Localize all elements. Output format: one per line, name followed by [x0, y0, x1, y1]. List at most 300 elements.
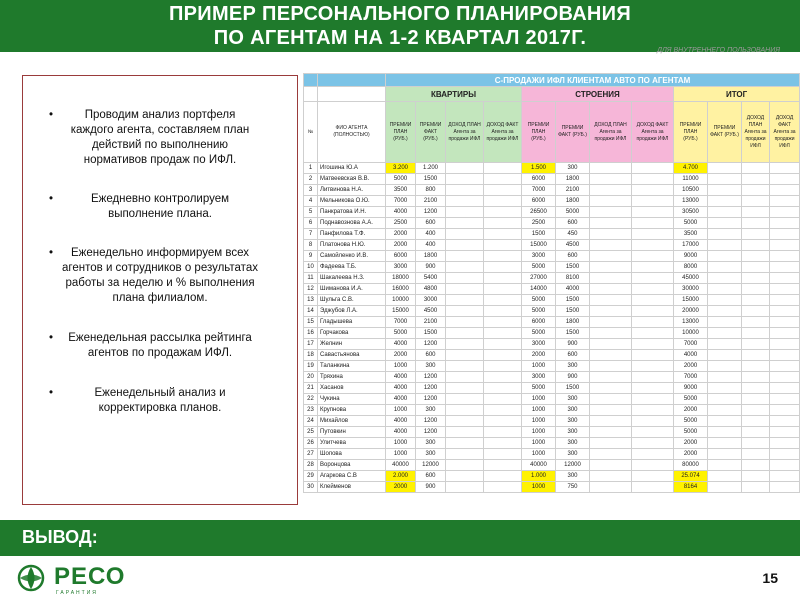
reso-logo [14, 563, 126, 596]
cell-kd: 1200 [416, 207, 446, 218]
cell-empty [708, 218, 742, 229]
header-total-premium-fact: ПРЕМИИ ФАКТ (РУБ.) [708, 102, 742, 163]
cell-tp: 9000 [674, 251, 708, 262]
cell-empty [632, 394, 674, 405]
table-row [304, 416, 800, 427]
cell-tp: 13000 [674, 196, 708, 207]
cell-empty [484, 339, 522, 350]
cell-empty [484, 306, 522, 317]
cell-tp: 80000 [674, 460, 708, 471]
cell-tp: 17000 [674, 240, 708, 251]
cell-sd: 300 [556, 405, 590, 416]
cell-kd: 2100 [416, 196, 446, 207]
cell-kd: 300 [416, 361, 446, 372]
header-buildings-income-fact: ДОХОД ФАКТ Агента за продажи ИФЛ [632, 102, 674, 163]
cell-sd: 8100 [556, 273, 590, 284]
cell-empty [632, 251, 674, 262]
bullet-dot-icon: • [49, 247, 54, 259]
cell-empty [484, 383, 522, 394]
cell-empty [590, 262, 632, 273]
header-buildings-premium-fact: ПРЕМИИ ФАКТ (РУБ.) [556, 102, 590, 163]
group-buildings: СТРОЕНИЯ [522, 87, 674, 102]
cell-name: Шакалеева Н.З. [318, 273, 386, 284]
cell-empty [590, 394, 632, 405]
cell-kd: 800 [416, 185, 446, 196]
cell-empty [484, 284, 522, 295]
cell-empty [770, 339, 800, 350]
cell-empty [632, 317, 674, 328]
bullet-item: • Еженедельная рассылка рейтинга агентов по продажам ИФЛ. [49, 332, 252, 359]
cell-tp: 5000 [674, 218, 708, 229]
cell-name: Игошина Ю.А [318, 163, 386, 174]
table-row [304, 471, 800, 482]
table-row [304, 350, 800, 361]
cell-sp: 1000 [522, 394, 556, 405]
cell-kp: 5000 [386, 174, 416, 185]
cell-empty [484, 163, 522, 174]
cell-empty [770, 240, 800, 251]
header-flats-income-fact: ДОХОД ФАКТ Агента за продажи ИФЛ [484, 102, 522, 163]
cell-n: 14 [304, 306, 318, 317]
cell-tp: 15000 [674, 295, 708, 306]
cell-name: Чукина [318, 394, 386, 405]
cell-kp: 2000 [386, 482, 416, 493]
cell-empty [742, 229, 770, 240]
cell-kp: 18000 [386, 273, 416, 284]
cell-empty [446, 262, 484, 273]
cell-empty [446, 273, 484, 284]
cell-name: Платонова Н.Ю. [318, 240, 386, 251]
cell-empty [446, 185, 484, 196]
cell-tp: 3500 [674, 229, 708, 240]
cell-sd: 450 [556, 229, 590, 240]
cell-name: Шиманова И.А. [318, 284, 386, 295]
cell-empty [742, 240, 770, 251]
cell-empty [446, 229, 484, 240]
cell-n: 15 [304, 317, 318, 328]
cell-kp: 1000 [386, 405, 416, 416]
cell-tp: 30000 [674, 284, 708, 295]
cell-empty [484, 317, 522, 328]
cell-empty [742, 163, 770, 174]
cell-sp: 1000 [522, 438, 556, 449]
cell-kd: 600 [416, 471, 446, 482]
cell-kp: 1000 [386, 438, 416, 449]
cell-kd: 400 [416, 229, 446, 240]
cell-name: Тряхина [318, 372, 386, 383]
cell-empty [742, 361, 770, 372]
cell-kp: 3000 [386, 262, 416, 273]
cell-kd: 300 [416, 449, 446, 460]
cell-kd: 900 [416, 482, 446, 493]
bullet-dot-icon: • [49, 332, 54, 344]
cell-empty [632, 284, 674, 295]
cell-n: 27 [304, 449, 318, 460]
cell-kp: 4000 [386, 372, 416, 383]
cell-kp: 1000 [386, 449, 416, 460]
cell-tp: 8000 [674, 262, 708, 273]
cell-empty [446, 482, 484, 493]
cell-sd: 300 [556, 163, 590, 174]
cell-name: Клейменов [318, 482, 386, 493]
cell-empty [708, 383, 742, 394]
cell-empty [484, 251, 522, 262]
cell-empty [770, 306, 800, 317]
header-buildings-income-plan: ДОХОД ПЛАН Агента за продажи ИФЛ [590, 102, 632, 163]
cell-kp: 2500 [386, 218, 416, 229]
cell-kp: 4000 [386, 207, 416, 218]
cell-sd: 1500 [556, 295, 590, 306]
cell-name: Гладышева [318, 317, 386, 328]
cell-sd: 5000 [556, 207, 590, 218]
cell-n: 11 [304, 273, 318, 284]
cell-sp: 3000 [522, 372, 556, 383]
cell-empty [770, 394, 800, 405]
cell-empty [446, 317, 484, 328]
cell-empty [742, 207, 770, 218]
cell-tp: 2000 [674, 438, 708, 449]
cell-empty [632, 405, 674, 416]
cell-sd: 600 [556, 218, 590, 229]
cell-empty [590, 240, 632, 251]
cell-tp: 2000 [674, 361, 708, 372]
cell-sd: 1800 [556, 174, 590, 185]
cell-empty [770, 405, 800, 416]
cell-empty [742, 372, 770, 383]
cell-empty [484, 460, 522, 471]
header-agent: ФИО АГЕНТА (ПОЛНОСТЬЮ) [318, 102, 386, 163]
cell-n: 26 [304, 438, 318, 449]
cell-empty [770, 196, 800, 207]
cell-empty [446, 438, 484, 449]
cell-name: Литвинова Н.А. [318, 185, 386, 196]
cell-sp: 1000 [522, 449, 556, 460]
table-row [304, 262, 800, 273]
cell-empty [590, 350, 632, 361]
cell-tp: 9000 [674, 383, 708, 394]
cell-empty [742, 328, 770, 339]
cell-tp: 5000 [674, 416, 708, 427]
cell-sp: 5000 [522, 306, 556, 317]
spreadsheet-screenshot [303, 73, 796, 493]
cell-empty [446, 394, 484, 405]
cell-empty [446, 416, 484, 427]
table-banner: С-ПРОДАЖИ ИФЛ КЛИЕНТАМ АВТО ПО АГЕНТАМ [386, 74, 800, 87]
cell-sp: 1000 [522, 361, 556, 372]
cell-kp: 6000 [386, 251, 416, 262]
cell-empty [770, 284, 800, 295]
table-row [304, 218, 800, 229]
cell-empty [632, 449, 674, 460]
cell-sp: 6000 [522, 174, 556, 185]
cell-empty [632, 174, 674, 185]
cell-empty [590, 471, 632, 482]
cell-empty [484, 273, 522, 284]
cell-name: Улитчева [318, 438, 386, 449]
bullet-panel [22, 75, 298, 505]
cell-kp: 4000 [386, 339, 416, 350]
cell-empty [446, 240, 484, 251]
cell-empty [484, 405, 522, 416]
table-row [304, 196, 800, 207]
cell-empty [770, 372, 800, 383]
cell-empty [770, 383, 800, 394]
table-row [304, 438, 800, 449]
cell-empty [742, 394, 770, 405]
cell-kd: 400 [416, 240, 446, 251]
bullet-item: • Еженедельно информируем всех агентов и сотрудников о результатах работы за неделю и % выполнения плана филиалом. [49, 247, 258, 304]
cell-empty [632, 207, 674, 218]
cell-n: 20 [304, 372, 318, 383]
cell-sp: 1000 [522, 427, 556, 438]
cell-sp: 14000 [522, 284, 556, 295]
cell-kd: 1800 [416, 251, 446, 262]
cell-sd: 600 [556, 251, 590, 262]
cell-empty [590, 416, 632, 427]
cell-name: Панкратова И.Н. [318, 207, 386, 218]
cell-empty [446, 163, 484, 174]
cell-empty [770, 262, 800, 273]
cell-empty [770, 328, 800, 339]
cell-kp: 2000 [386, 350, 416, 361]
cell-n: 23 [304, 405, 318, 416]
cell-empty [632, 163, 674, 174]
bullet-item: • Проводим анализ портфеля каждого агента, составляем план действий по выполнению нормативов продаж по ИФЛ. [49, 109, 250, 166]
cell-empty [632, 196, 674, 207]
cell-sp: 1000 [522, 482, 556, 493]
cell-tp: 11000 [674, 174, 708, 185]
cell-empty [770, 174, 800, 185]
cell-empty [446, 218, 484, 229]
header-total-income-fact: ДОХОД ФАКТ Агента за продажи ИФЛ [770, 102, 800, 163]
cell-empty [632, 339, 674, 350]
cell-empty [708, 185, 742, 196]
cell-sp: 1.500 [522, 163, 556, 174]
cell-empty [742, 306, 770, 317]
cell-empty [708, 416, 742, 427]
cell-empty [632, 350, 674, 361]
table-row [304, 339, 800, 350]
cell-tp: 30500 [674, 207, 708, 218]
cell-sd: 300 [556, 438, 590, 449]
cell-sd: 1500 [556, 306, 590, 317]
cell-name: Воронцова [318, 460, 386, 471]
cell-empty [742, 482, 770, 493]
cell-sd: 1800 [556, 196, 590, 207]
cell-empty [770, 295, 800, 306]
cell-kp: 4000 [386, 394, 416, 405]
cell-kd: 900 [416, 262, 446, 273]
cell-n: 22 [304, 394, 318, 405]
cell-name: Матвеевская В.В. [318, 174, 386, 185]
table-row [304, 427, 800, 438]
cell-n: 3 [304, 185, 318, 196]
table-row [304, 174, 800, 185]
cell-empty [446, 295, 484, 306]
cell-tp: 20000 [674, 306, 708, 317]
cell-name: Хасанов [318, 383, 386, 394]
cell-sd: 300 [556, 416, 590, 427]
cell-empty [590, 251, 632, 262]
cell-empty [484, 174, 522, 185]
cell-empty [708, 306, 742, 317]
cell-tp: 2000 [674, 449, 708, 460]
cell-empty [632, 438, 674, 449]
cell-tp: 8164 [674, 482, 708, 493]
cell-empty [590, 273, 632, 284]
header-flats-premium-fact: ПРЕМИИ ФАКТ (РУБ.) [416, 102, 446, 163]
cell-sp: 40000 [522, 460, 556, 471]
cell-empty [446, 251, 484, 262]
cell-empty [590, 438, 632, 449]
cell-empty [742, 383, 770, 394]
cell-empty [742, 218, 770, 229]
cell-name: Поднавознова А.А. [318, 218, 386, 229]
cell-name: Таланкина [318, 361, 386, 372]
cell-empty [708, 361, 742, 372]
cell-empty [770, 229, 800, 240]
cell-empty [632, 482, 674, 493]
cell-empty [708, 163, 742, 174]
cell-empty [484, 328, 522, 339]
cell-sd: 900 [556, 372, 590, 383]
cell-empty [708, 240, 742, 251]
title-bar [0, 0, 800, 52]
cell-empty [708, 196, 742, 207]
cell-sd: 1800 [556, 317, 590, 328]
cell-empty [770, 251, 800, 262]
cell-empty [590, 174, 632, 185]
cell-empty [742, 405, 770, 416]
cell-empty [590, 229, 632, 240]
cell-empty [708, 339, 742, 350]
table-row [304, 372, 800, 383]
cell-empty [446, 361, 484, 372]
cell-sp: 5000 [522, 295, 556, 306]
cell-empty [484, 262, 522, 273]
table-row [304, 185, 800, 196]
page-title-line-2: ПО АГЕНТАМ НА 1-2 КВАРТАЛ 2017Г. [213, 27, 587, 49]
cell-empty [484, 372, 522, 383]
cell-kd: 1200 [416, 372, 446, 383]
cell-empty [770, 218, 800, 229]
cell-tp: 2000 [674, 405, 708, 416]
cell-empty [770, 416, 800, 427]
cell-empty [590, 196, 632, 207]
cell-n: 5 [304, 207, 318, 218]
cell-name: Михайлов [318, 416, 386, 427]
cell-empty [742, 174, 770, 185]
cell-kp: 2.000 [386, 471, 416, 482]
cell-sp: 1500 [522, 229, 556, 240]
cell-sp: 26500 [522, 207, 556, 218]
table-row [304, 383, 800, 394]
cell-empty [742, 262, 770, 273]
cell-n: 16 [304, 328, 318, 339]
cell-kd: 1200 [416, 383, 446, 394]
cell-empty [770, 438, 800, 449]
cell-kd: 1200 [416, 339, 446, 350]
group-total: ИТОГ [674, 87, 800, 102]
cell-empty [632, 471, 674, 482]
cell-name: Самойленко И.В. [318, 251, 386, 262]
cell-empty [590, 295, 632, 306]
cell-n: 10 [304, 262, 318, 273]
cell-empty [742, 350, 770, 361]
cell-empty [708, 482, 742, 493]
cell-empty [484, 438, 522, 449]
cell-empty [742, 449, 770, 460]
header-flats-premium-plan: ПРЕМИИ ПЛАН (РУБ.) [386, 102, 416, 163]
cell-tp: 7000 [674, 339, 708, 350]
cell-empty [446, 449, 484, 460]
page-title-line-1: ПРИМЕР ПЕРСОНАЛЬНОГО ПЛАНИРОВАНИЯ [168, 3, 632, 25]
cell-tp: 5000 [674, 427, 708, 438]
cell-sp: 5000 [522, 262, 556, 273]
table-row [304, 460, 800, 471]
cell-kd: 12000 [416, 460, 446, 471]
cell-empty [446, 427, 484, 438]
cell-empty [590, 449, 632, 460]
cell-sd: 300 [556, 471, 590, 482]
table-row [304, 449, 800, 460]
table-row [304, 317, 800, 328]
cell-empty [590, 372, 632, 383]
cell-empty [708, 449, 742, 460]
cell-tp: 10000 [674, 328, 708, 339]
cell-empty [484, 240, 522, 251]
cell-sp: 27000 [522, 273, 556, 284]
cell-kp: 40000 [386, 460, 416, 471]
cell-sp: 6000 [522, 196, 556, 207]
cell-empty [590, 328, 632, 339]
cell-empty [632, 218, 674, 229]
cell-empty [708, 295, 742, 306]
cell-empty [590, 306, 632, 317]
cell-kd: 5400 [416, 273, 446, 284]
bullet-item: • Ежедневно контролируем выполнение плана. [49, 193, 230, 220]
cell-empty [632, 185, 674, 196]
table-row [304, 394, 800, 405]
cell-empty [708, 394, 742, 405]
cell-tp: 45000 [674, 273, 708, 284]
cell-sd: 900 [556, 339, 590, 350]
cell-empty [708, 317, 742, 328]
cell-empty [590, 284, 632, 295]
cell-sp: 5000 [522, 328, 556, 339]
header-no: № [304, 102, 318, 163]
cell-empty [632, 240, 674, 251]
cell-empty [708, 273, 742, 284]
cell-empty [742, 416, 770, 427]
cell-name: Крупнова [318, 405, 386, 416]
cell-empty [708, 405, 742, 416]
cell-sp: 5000 [522, 383, 556, 394]
cell-empty [708, 471, 742, 482]
bullet-item: • Еженедельный анализ и корректировка планов. [49, 387, 226, 414]
cell-empty [742, 317, 770, 328]
cell-name: Путовкин [318, 427, 386, 438]
table-row [304, 229, 800, 240]
cell-empty [446, 405, 484, 416]
cell-empty [632, 306, 674, 317]
cell-empty [742, 460, 770, 471]
cell-n: 4 [304, 196, 318, 207]
cell-empty [770, 185, 800, 196]
cell-empty [446, 207, 484, 218]
cell-empty [708, 174, 742, 185]
cell-n: 17 [304, 339, 318, 350]
